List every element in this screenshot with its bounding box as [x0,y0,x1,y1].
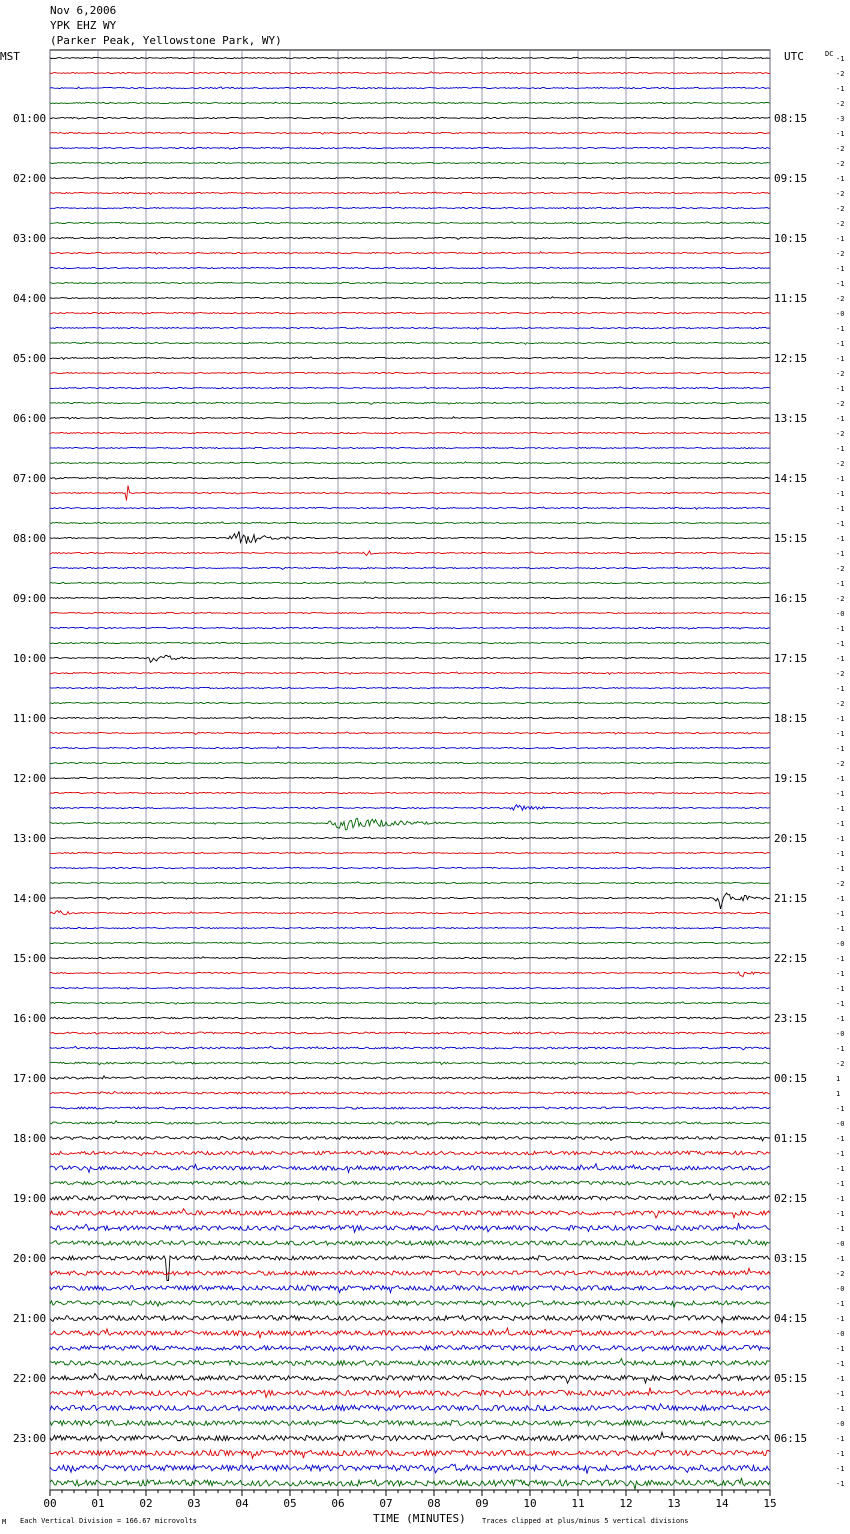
dc-offset-label: -1 [836,1375,845,1383]
dc-offset-label: -2 [836,70,845,78]
dc-offset-label: 1 [836,1090,841,1098]
seismic-trace [50,1091,770,1094]
seismic-trace [50,1017,770,1019]
seismic-trace [50,792,770,795]
dc-offset-label: -0 [836,610,845,618]
left-hour-label: 06:00 [13,412,47,425]
dc-offset-label: -1 [836,1435,845,1443]
seismic-trace [50,1076,770,1079]
left-hour-label: 01:00 [13,112,47,125]
right-hour-label: 13:15 [774,412,808,425]
right-hour-label: 14:15 [774,472,808,485]
seismic-trace [50,1107,770,1109]
seismic-trace [50,462,770,464]
seismic-trace [50,612,770,613]
dc-offset-label: -2 [836,565,845,573]
seismic-trace [50,1464,770,1474]
seismic-trace [50,342,770,344]
dc-offset-label: -1 [836,235,845,243]
dc-offset-label: -1 [836,175,845,183]
seismic-trace [50,1420,770,1425]
dc-header-label: DC [825,50,834,58]
dc-offset-label: -1 [836,490,845,498]
dc-offset-label: -1 [836,130,845,138]
dc-offset-label: -1 [836,520,845,528]
dc-offset-label: -2 [836,700,845,708]
dc-offset-label: -1 [836,550,845,558]
dc-offset-label: -1 [836,1000,845,1008]
seismic-trace [50,1346,770,1352]
seismic-trace [50,237,770,239]
seismic-trace [50,327,770,329]
x-tick-label: 13 [667,1497,681,1510]
dc-offset-label: -1 [836,1210,845,1218]
seismic-trace [50,987,770,989]
seismic-trace [50,1388,770,1398]
seismic-trace [50,486,770,501]
dc-offset-label: -1 [836,685,845,693]
seismic-trace [50,972,770,977]
seismic-trace [50,177,770,179]
dc-offset-label: -1 [836,1165,845,1173]
x-tick-label: 07 [379,1497,393,1510]
seismic-trace [50,882,770,884]
seismic-trace [50,267,770,269]
seismic-trace [50,1268,770,1275]
seismic-trace [50,192,770,195]
left-hour-label: 21:00 [13,1312,47,1325]
x-tick-label: 06 [331,1497,345,1510]
seismic-trace [50,162,770,164]
right-hour-label: 23:15 [774,1012,808,1025]
seismic-trace [50,402,770,404]
dc-offset-label: -1 [836,640,845,648]
left-hour-label: 03:00 [13,232,47,245]
dc-offset-label: -2 [836,370,845,378]
right-hour-label: 09:15 [774,172,808,185]
dc-offset-label: -1 [836,385,845,393]
dc-offset-label: -2 [836,460,845,468]
seismic-trace [50,207,770,208]
right-hour-label: 03:15 [774,1252,808,1265]
footer-scale-note: Each Vertical Division = 166.67 microvolts [20,1517,198,1525]
seismic-trace [50,597,770,599]
seismic-trace [50,911,770,915]
left-hour-label: 04:00 [13,292,47,305]
seismic-trace [50,132,770,134]
seismic-trace [50,957,770,960]
seismic-trace [50,1316,770,1323]
dc-offset-label: -1 [836,1195,845,1203]
seismic-trace [50,387,770,389]
seismic-trace [50,1478,770,1489]
right-hour-label: 08:15 [774,112,808,125]
seismic-trace [50,852,770,854]
seismic-trace [50,551,770,556]
seismic-trace [50,627,770,630]
dc-offset-label: -1 [836,1300,845,1308]
dc-offset-label: -1 [836,1255,845,1263]
left-hour-label: 09:00 [13,592,47,605]
dc-offset-label: -1 [836,1045,845,1053]
left-hour-label: 07:00 [13,472,47,485]
dc-offset-label: -1 [836,1465,845,1473]
seismic-trace [50,222,770,224]
dc-offset-label: -0 [836,940,845,948]
x-tick-label: 03 [187,1497,201,1510]
left-hour-label: 22:00 [13,1372,47,1385]
trace-group [50,57,770,1489]
seismic-trace [50,1359,770,1366]
dc-offset-label: -2 [836,205,845,213]
right-hour-label: 11:15 [774,292,808,305]
dc-offset-label: -1 [836,265,845,273]
seismic-trace [50,282,770,283]
right-timezone-label: UTC [784,50,804,63]
dc-offset-label: -1 [836,895,845,903]
seismic-trace [50,867,770,868]
x-tick-label: 12 [619,1497,633,1510]
dc-offset-label: -1 [836,1450,845,1458]
seismic-trace [50,57,770,58]
seismic-trace [50,447,770,448]
header-station: YPK EHZ WY [50,19,117,32]
seismic-trace [50,252,770,254]
dc-offset-label: -1 [836,325,845,333]
dc-offset-label: -2 [836,1270,845,1278]
dc-offset-label: -1 [836,985,845,993]
seismic-trace [50,1209,770,1218]
left-hour-label: 16:00 [13,1012,47,1025]
seismic-trace [50,687,770,689]
right-hour-label: 15:15 [774,532,808,545]
seismic-trace [50,655,770,662]
seismic-trace [50,567,770,569]
seismic-trace [50,1432,770,1441]
dc-offset-label: -1 [836,55,845,63]
dc-offset-label: -1 [836,625,845,633]
seismic-trace [50,672,770,674]
dc-offset-label: -1 [836,1360,845,1368]
dc-offset-label: -1 [836,715,845,723]
seismic-trace [50,642,770,643]
seismic-trace [50,777,770,778]
seismic-trace [50,357,770,360]
seismic-trace [50,297,770,299]
x-tick-label: 09 [475,1497,489,1510]
seismic-trace [50,1181,770,1185]
dc-offset-label: -1 [836,745,845,753]
x-tick-label: 10 [523,1497,537,1510]
left-hour-label: 13:00 [13,832,47,845]
header-location: (Parker Peak, Yellowstone Park, WY) [50,34,282,47]
dc-offset-label: -2 [836,220,845,228]
dc-offset-label: -0 [836,310,845,318]
dc-offset-label: -0 [836,1240,845,1248]
dc-offset-label: -1 [836,445,845,453]
seismic-trace [50,1137,770,1141]
dc-offset-label: -2 [836,250,845,258]
seismic-trace [50,1256,770,1281]
dc-offset-label: -2 [836,160,845,168]
dc-offset-label: -1 [836,475,845,483]
dc-offset-label: -1 [836,415,845,423]
dc-offset-label: -1 [836,505,845,513]
dc-offset-label: -1 [836,1315,845,1323]
left-hour-label: 10:00 [13,652,47,665]
x-tick-label: 02 [139,1497,153,1510]
seismic-trace [50,372,770,373]
dc-offset-label: -1 [836,865,845,873]
seismic-trace [50,477,770,479]
seismic-trace [50,1164,770,1173]
dc-offset-label: -1 [836,1105,845,1113]
dc-offset-label: -1 [836,355,845,363]
right-hour-label: 02:15 [774,1192,808,1205]
right-hour-label: 20:15 [774,832,808,845]
dc-offset-label: -2 [836,430,845,438]
dc-offset-label: -1 [836,925,845,933]
seismic-trace [50,147,770,149]
dc-offset-label: -1 [836,850,845,858]
dc-offset-label: 1 [836,1075,841,1083]
seismic-trace [50,732,770,734]
dc-offset-label: -1 [836,1015,845,1023]
header-date: Nov 6,2006 [50,4,117,17]
seismic-trace [50,893,770,909]
dc-offset-label: -1 [836,805,845,813]
seismic-trace [50,522,770,524]
dc-offset-label: -1 [836,790,845,798]
right-hour-label: 00:15 [774,1072,808,1085]
label-group [13,55,844,1510]
dc-offset-label: -2 [836,295,845,303]
seismic-trace [50,87,770,89]
seismic-trace [50,1223,770,1232]
right-hour-label: 18:15 [774,712,808,725]
plot-grid [50,50,770,1496]
dc-offset-label: -2 [836,400,845,408]
right-hour-label: 19:15 [774,772,808,785]
dc-offset-label: -2 [836,880,845,888]
seismic-trace [50,927,770,929]
dc-offset-label: -2 [836,190,845,198]
dc-offset-label: -1 [836,655,845,663]
dc-offset-label: -1 [836,910,845,918]
dc-offset-label: -1 [836,835,845,843]
right-hour-label: 01:15 [774,1132,808,1145]
left-hour-label: 19:00 [13,1192,47,1205]
left-hour-label: 15:00 [13,952,47,965]
seismic-trace [50,818,770,830]
dc-offset-label: -1 [836,730,845,738]
left-hour-label: 12:00 [13,772,47,785]
seismic-trace [50,507,770,509]
dc-offset-label: -1 [836,1405,845,1413]
seismic-trace [50,417,770,419]
dc-offset-label: -1 [836,340,845,348]
right-hour-label: 05:15 [774,1372,808,1385]
seismic-trace [50,432,770,434]
seismic-trace [50,1046,770,1050]
x-tick-label: 14 [715,1497,729,1510]
seismic-trace [50,312,770,314]
dc-offset-label: -1 [836,1150,845,1158]
dc-offset-label: -1 [836,775,845,783]
dc-offset-label: -2 [836,1060,845,1068]
x-tick-label: 01 [91,1497,105,1510]
dc-offset-label: -1 [836,85,845,93]
seismic-trace [50,837,770,840]
left-hour-label: 11:00 [13,712,47,725]
left-timezone-label: MST [0,50,20,63]
left-hour-label: 20:00 [13,1252,47,1265]
dc-offset-label: -0 [836,1420,845,1428]
seismic-trace [50,942,770,943]
seismic-trace [50,1194,770,1200]
dc-offset-label: -2 [836,760,845,768]
dc-offset-label: -1 [836,580,845,588]
x-tick-label: 11 [571,1497,585,1510]
seismic-trace [50,1328,770,1338]
dc-offset-label: -1 [836,535,845,543]
seismic-trace [50,1450,770,1458]
dc-offset-label: -1 [836,1345,845,1353]
dc-offset-label: -1 [836,820,845,828]
right-hour-label: 06:15 [774,1432,808,1445]
dc-offset-label: -1 [836,1180,845,1188]
dc-offset-label: -1 [836,280,845,288]
seismic-trace [50,72,770,74]
seismic-trace [50,717,770,719]
seismic-trace [50,102,770,103]
x-tick-label: 05 [283,1497,297,1510]
seismic-trace [50,531,770,543]
seismic-trace [50,1032,770,1034]
seismic-trace [50,1240,770,1246]
seismic-trace [50,805,770,811]
dc-offset-label: -0 [836,1030,845,1038]
dc-offset-label: -1 [836,1390,845,1398]
seismic-trace [50,1062,770,1065]
seismic-trace [50,1121,770,1125]
right-hour-label: 22:15 [774,952,808,965]
dc-offset-label: -1 [836,1225,845,1233]
seismic-trace [50,1301,770,1308]
left-hour-label: 23:00 [13,1432,47,1445]
dc-offset-label: -1 [836,970,845,978]
footer-clip-note: Traces clipped at plus/minus 5 vertical divisions [482,1517,689,1525]
left-hour-label: 02:00 [13,172,47,185]
dc-offset-label: -1 [836,1135,845,1143]
right-hour-label: 16:15 [774,592,808,605]
dc-offset-label: -2 [836,100,845,108]
dc-offset-label: -2 [836,670,845,678]
right-hour-label: 17:15 [774,652,808,665]
seismic-trace [50,702,770,703]
dc-offset-label: -2 [836,595,845,603]
dc-offset-label: -0 [836,1330,845,1338]
seismic-trace [50,1151,770,1155]
seismic-trace [50,762,770,764]
seismic-trace [50,1002,770,1005]
dc-offset-label: -1 [836,955,845,963]
x-tick-label: 04 [235,1497,249,1510]
dc-offset-label: -2 [836,145,845,153]
seismic-trace [50,1374,770,1384]
seismic-trace [50,1404,770,1411]
right-hour-label: 12:15 [774,352,808,365]
x-tick-label: 15 [763,1497,777,1510]
seismic-trace [50,1285,770,1293]
seismic-trace [50,747,770,749]
seismic-trace [50,117,770,119]
x-axis-label: TIME (MINUTES) [373,1512,466,1525]
seismic-trace [50,582,770,584]
left-hour-label: 05:00 [13,352,47,365]
right-hour-label: 10:15 [774,232,808,245]
right-hour-label: 21:15 [774,892,808,905]
x-tick-label: 08 [427,1497,441,1510]
left-hour-label: 14:00 [13,892,47,905]
dc-offset-label: -1 [836,1480,845,1488]
x-tick-label: 00 [43,1497,57,1510]
dc-offset-label: -0 [836,1285,845,1293]
corner-mark: M [2,1518,7,1526]
right-hour-label: 04:15 [774,1312,808,1325]
left-hour-label: 18:00 [13,1132,47,1145]
dc-offset-label: -3 [836,115,845,123]
left-hour-label: 17:00 [13,1072,47,1085]
left-hour-label: 08:00 [13,532,47,545]
dc-offset-label: -0 [836,1120,845,1128]
